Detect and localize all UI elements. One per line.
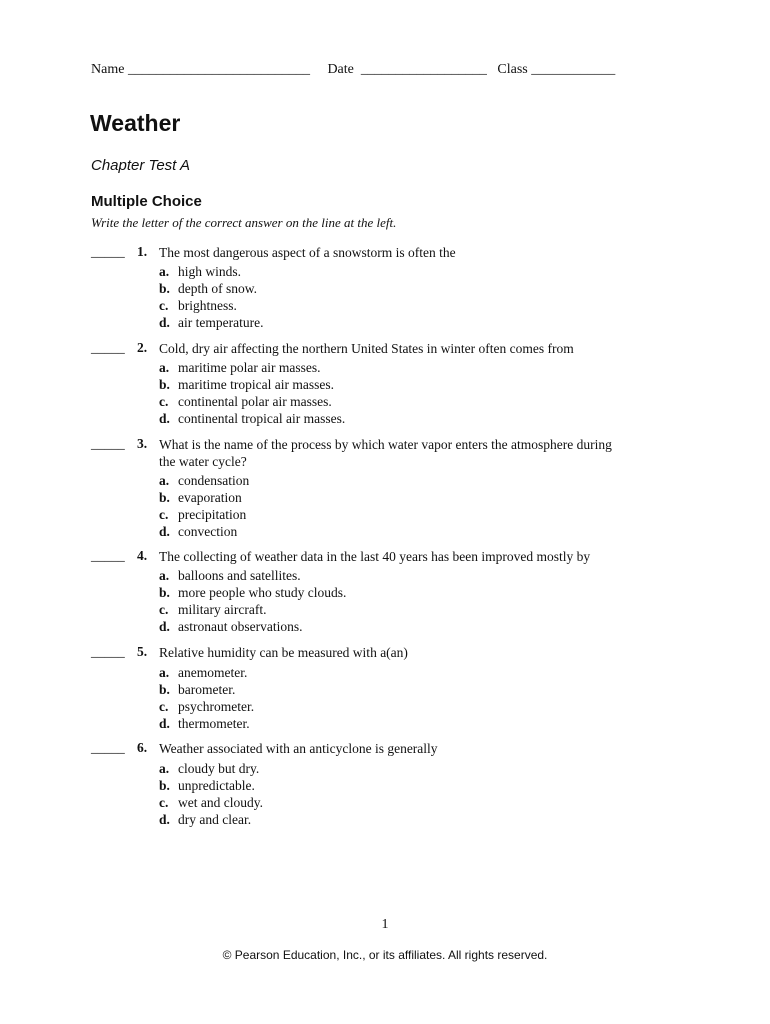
answer-blank[interactable]: _____ bbox=[91, 244, 125, 259]
class-label: Class bbox=[497, 62, 528, 77]
question-number: 3. bbox=[137, 436, 148, 451]
option-d: d. dry and clear. bbox=[159, 812, 252, 827]
answer-blank[interactable]: _____ bbox=[91, 436, 125, 451]
question-1 bbox=[91, 244, 691, 332]
option-d: d. air temperature. bbox=[159, 315, 264, 330]
option-b: b. depth of snow. bbox=[159, 281, 257, 296]
question-number: 5. bbox=[137, 644, 148, 659]
question-number: 6. bbox=[137, 740, 148, 755]
student-info-line bbox=[91, 62, 615, 78]
section-title: Multiple Choice bbox=[91, 193, 202, 210]
option-b: b. evaporation bbox=[159, 490, 242, 505]
option-c: c. continental polar air masses. bbox=[159, 394, 332, 409]
question-number: 4. bbox=[137, 548, 148, 563]
option-a: a. cloudy but dry. bbox=[159, 761, 260, 776]
option-d: d. astronaut observations. bbox=[159, 619, 303, 634]
date-label: Date bbox=[327, 62, 354, 77]
question-3 bbox=[91, 436, 691, 541]
answer-blank[interactable]: _____ bbox=[91, 644, 125, 659]
option-c: c. brightness. bbox=[159, 298, 237, 313]
page-subtitle: Chapter Test A bbox=[91, 157, 190, 174]
option-b: b. barometer. bbox=[159, 682, 236, 697]
question-6 bbox=[91, 740, 691, 829]
option-a: a. balloons and satellites. bbox=[159, 568, 301, 583]
option-a: a. maritime polar air masses. bbox=[159, 360, 321, 375]
option-c: c. wet and cloudy. bbox=[159, 795, 263, 810]
question-stem: Cold, dry air affecting the northern United States in winter often comes from bbox=[159, 341, 574, 356]
name-label: Name bbox=[91, 62, 125, 77]
option-b: b. unpredictable. bbox=[159, 778, 255, 793]
class-blank[interactable]: ____________ bbox=[531, 62, 616, 77]
option-a: a. condensation bbox=[159, 473, 250, 488]
question-stem: Weather associated with an anticyclone is generally bbox=[159, 741, 438, 756]
answer-blank[interactable]: _____ bbox=[91, 740, 125, 755]
option-a: a. high winds. bbox=[159, 264, 242, 279]
option-d: d. thermometer. bbox=[159, 716, 250, 731]
instructions: Write the letter of the correct answer on the line at the left. bbox=[91, 215, 397, 230]
copyright-notice: © Pearson Education, Inc., or its affiliates. All rights reserved. bbox=[222, 948, 548, 962]
question-4 bbox=[91, 548, 691, 636]
option-d: d. continental tropical air masses. bbox=[159, 411, 346, 426]
option-a: a. anemometer. bbox=[159, 665, 248, 680]
option-b: b. maritime tropical air masses. bbox=[159, 377, 334, 392]
option-d: d. convection bbox=[159, 524, 238, 539]
option-c: c. military aircraft. bbox=[159, 602, 267, 617]
question-number: 2. bbox=[137, 340, 148, 355]
question-stem: The collecting of weather data in the last 40 years has been improved mostly by bbox=[159, 549, 591, 564]
date-blank[interactable]: __________________ bbox=[360, 62, 487, 77]
question-5 bbox=[91, 644, 691, 733]
option-c: c. precipitation bbox=[159, 507, 247, 522]
answer-blank[interactable]: _____ bbox=[91, 340, 125, 355]
question-number: 1. bbox=[137, 244, 148, 259]
question-stem: Relative humidity can be measured with a(an) bbox=[159, 645, 408, 660]
page-number: 1 bbox=[381, 917, 389, 932]
question-2 bbox=[91, 340, 691, 428]
answer-blank[interactable]: _____ bbox=[91, 548, 125, 563]
name-blank[interactable]: __________________________ bbox=[127, 62, 310, 77]
question-stem: What is the name of the process by which water vapor enters the atmosphere during the water cycle? bbox=[159, 437, 612, 469]
page-title: Weather bbox=[90, 110, 181, 136]
question-stem: The most dangerous aspect of a snowstorm is often the bbox=[159, 245, 456, 260]
option-c: c. psychrometer. bbox=[159, 699, 255, 714]
option-b: b. more people who study clouds. bbox=[159, 585, 347, 600]
